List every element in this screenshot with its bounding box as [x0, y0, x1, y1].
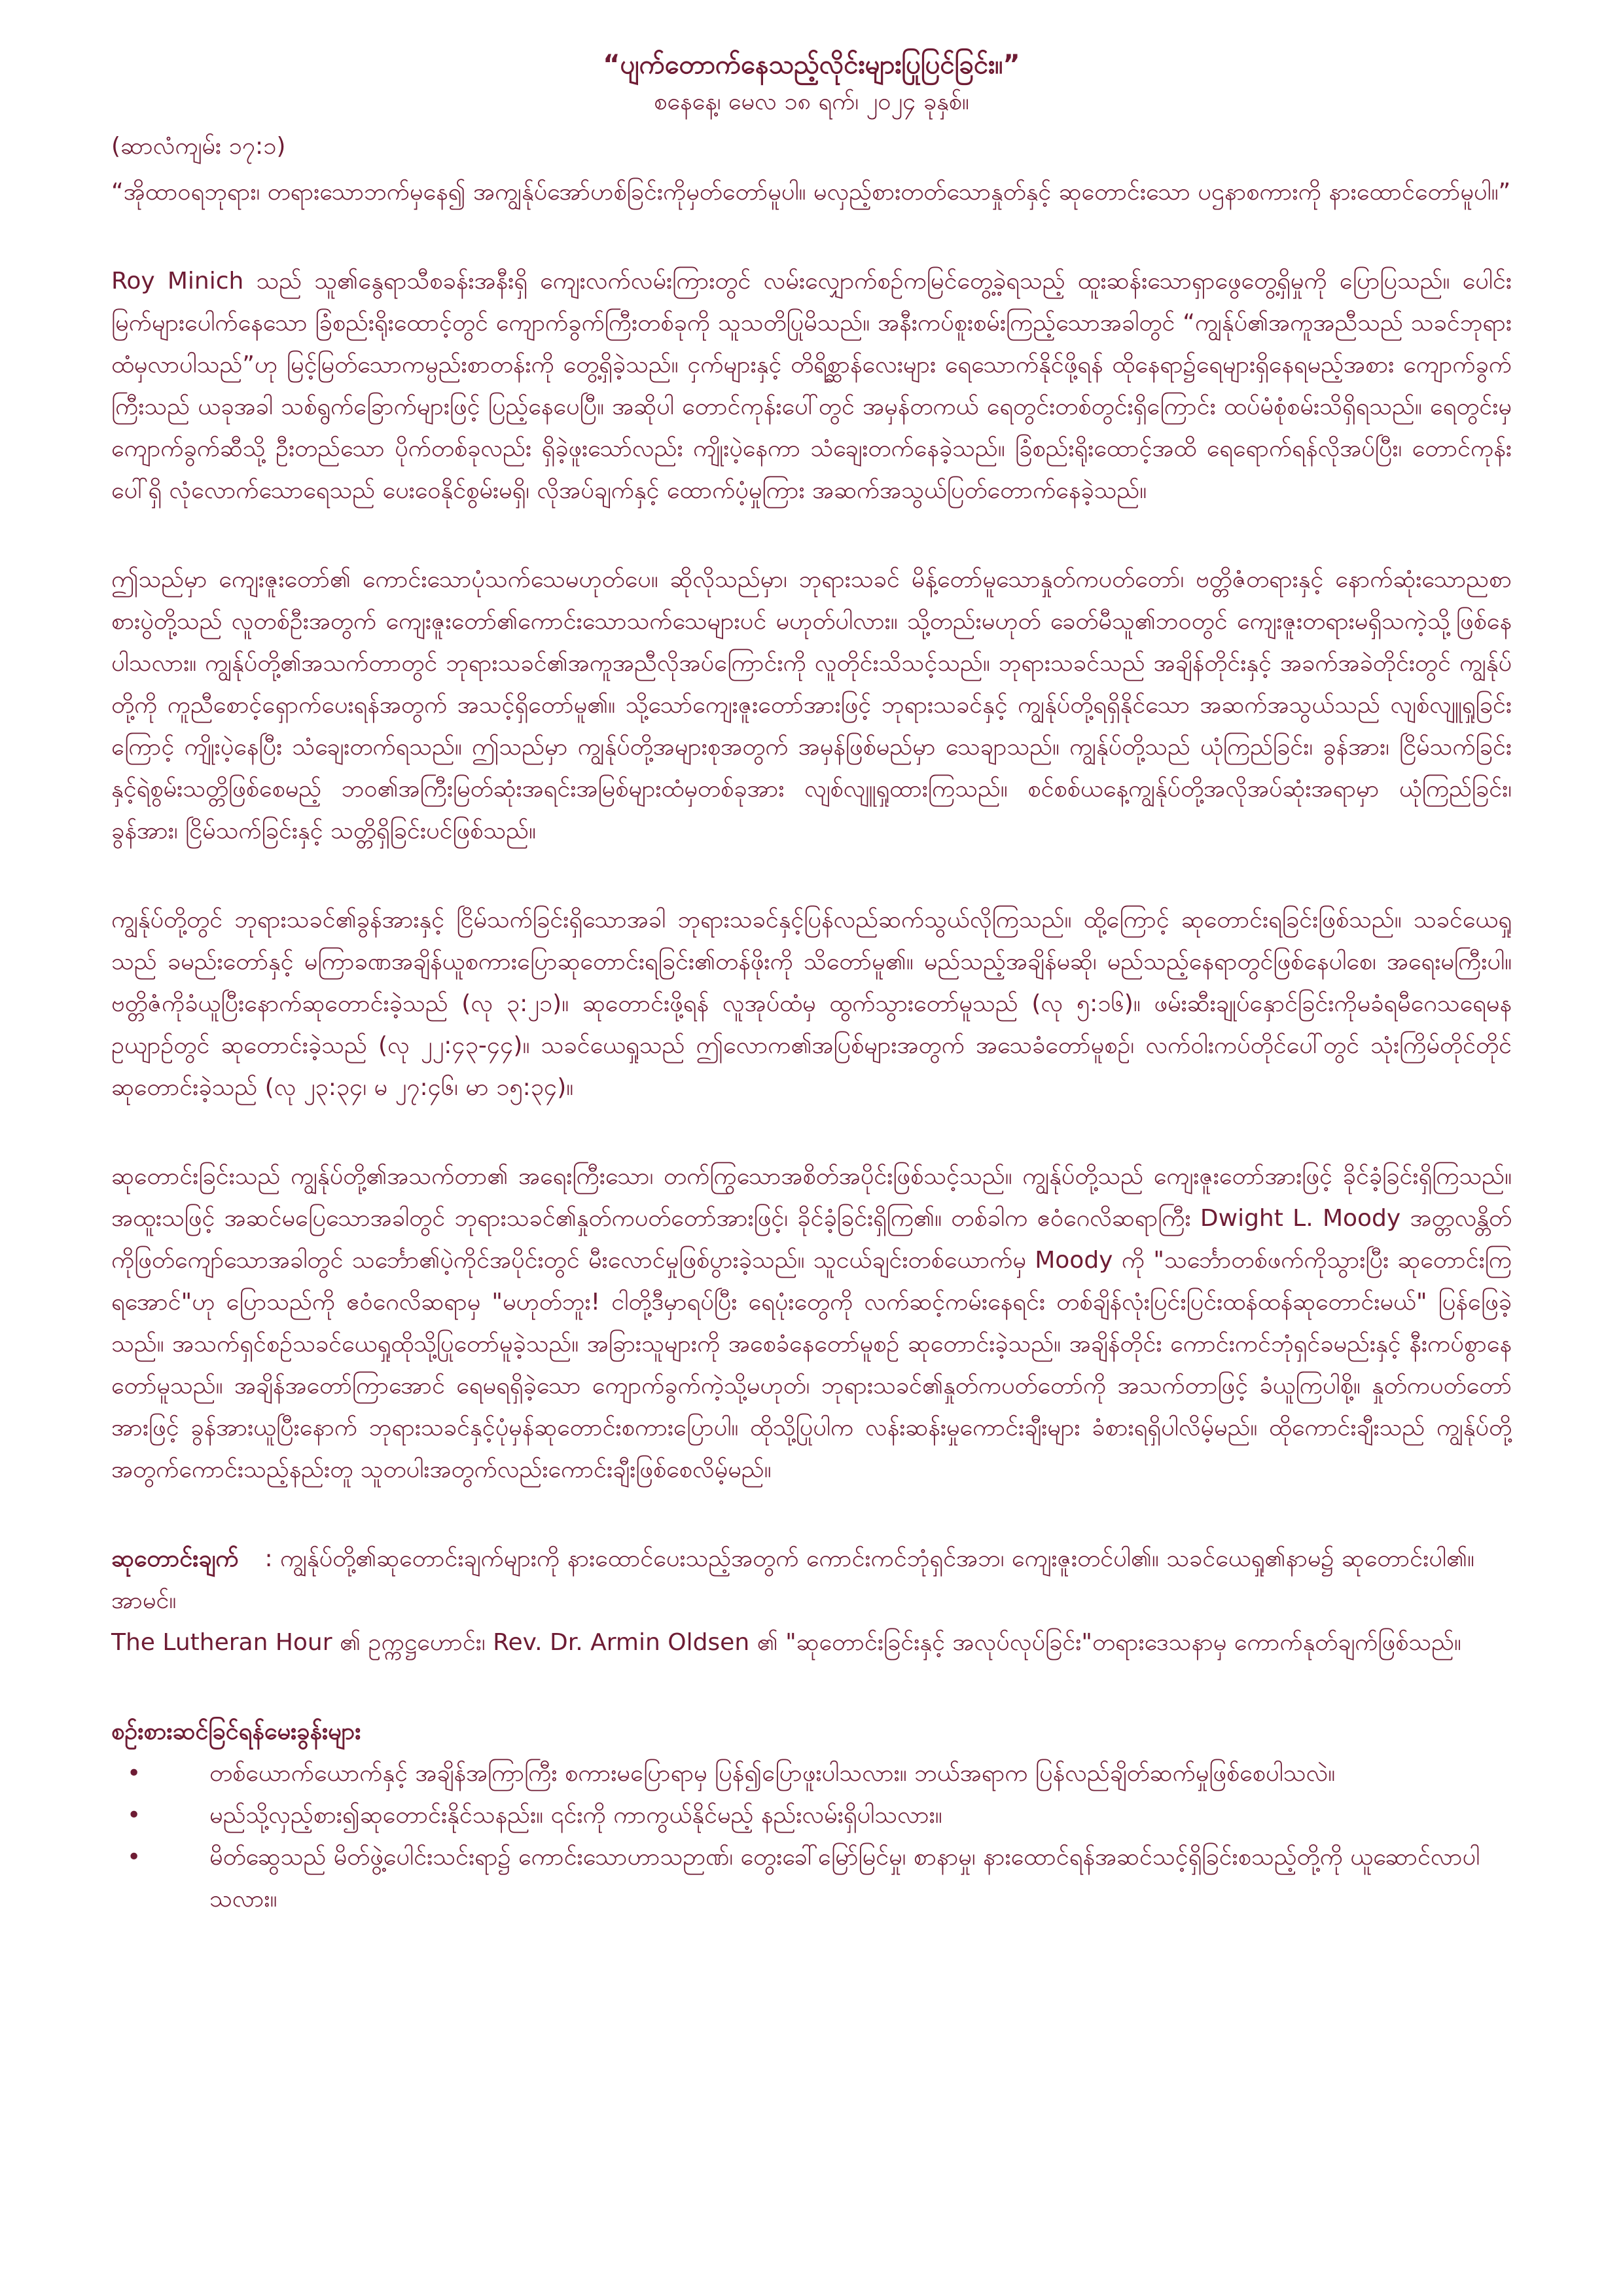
prayer-block	[111, 1538, 1512, 1622]
questions-list	[111, 1753, 1512, 1920]
body-paragraph-4: ဆုတောင်းခြင်းသည် ကျွန်ုပ်တို့၏အသက်တာ၏ အရေးကြီးသော၊ တက်ကြွသောအစိတ်အပိုင်းဖြစ်သင့်သည်။ ကျွန်ုပ်တို့သည် ကျေးဇူးတော်အားဖြင့် ခိုင်ခံ့ခြင်းရှိကြသည်။ အထူးသဖြင့် အဆင်မပြေသောအခါတွင် ဘုရားသခင်၏နှုတ်ကပတ်တော်အားဖြင့်၊ ခိုင်ခံ့ခြင်းရှိကြ၏။ တစ်ခါက ဧဝံဂေလိဆရာကြီး Dwight L. Moody အတ္တလန္တိတ်ကိုဖြတ်ကျော်သောအခါတွင် သင်္ဘော၏ပဲ့ကိုင်အပိုင်းတွင် မီးလောင်မှုဖြစ်ပွားခဲ့သည်။ သူငယ်ချင်းတစ်ယောက်မှ Moody ကို "သင်္ဘောတစ်ဖက်ကိုသွားပြီး ဆုတောင်းကြရအောင်"ဟု ပြောသည်ကို ဧဝံဂေလိဆရာမှ "မဟုတ်ဘူး! ငါတို့ဒီမှာရပ်ပြီး ရေပုံးတွေကို လက်ဆင့်ကမ်းနေရင်း တစ်ချိန်လုံးပြင်းပြင်းထန်ထန်ဆုတောင်းမယ်" ပြန်ဖြေခဲ့သည်။ အသက်ရှင်စဉ်သခင်ယေရှုထိုသို့ပြုတော်မူခဲ့သည်။ အခြားသူများကို အစေခံနေတော်မူစဉ် ဆုတောင်းခဲ့သည်။ အချိန်တိုင်း ကောင်းကင်ဘုံရှင်ခမည်းနှင့် နီးကပ်စွာနေတော်မူသည်။ အချိန်အတော်ကြာအောင် ရေမရရှိခဲ့သော ကျောက်ခွက်ကဲ့သို့မဟုတ်၊ ဘုရားသခင်၏နှုတ်ကပတ်တော်ကို အသက်တာဖြင့် ခံယူကြပါစို့။ နှုတ်ကပတ်တော်အားဖြင့် ခွန်အားယူပြီးနောက် ဘုရားသခင်နှင့်ပုံမှန်ဆုတောင်းစကားပြောပါ။ ထိုသို့ပြုပါက လန်းဆန်းမှုကောင်းချီးများ ခံစားရရှိပါလိမ့်မည်။ ထိုကောင်းချီးသည် ကျွန်ုပ်တို့အတွက်ကောင်းသည့်နည်းတူ သူတပါးအတွက်လည်းကောင်းချီးဖြစ်စေလိမ့်မည်။	[111, 1163, 1512, 1483]
prayer-text: : ကျွန်ုပ်တို့၏ဆုတောင်းချက်များကို နားထောင်ပေးသည့်အတွက် ကောင်းကင်ဘုံရှင်အဘ၊ ကျေးဇူးတင်ပါ၏။ သခင်ယေရှု၏နာမ၌ ဆုတောင်းပါ၏။ အာမင်။	[111, 1545, 1474, 1614]
question-text: မိတ်ဆွေသည် မိတ်ဖွဲ့ပေါင်းသင်းရာ၌ ကောင်းသောဟာသဉာဏ်၊ တွေးခေါ်မြော်မြင်မှု၊ စာနာမှု၊ နားထောင်ရန်အဆင်သင့်ရှိခြင်းစသည့်တို့ကို ယူဆောင်လာပါသလား။	[209, 1844, 1480, 1912]
document-title: “ပျက်တောက်နေသည့်လိုင်းများပြုပြင်ခြင်း။”	[603, 50, 1020, 80]
document-date: စနေနေ့၊ မေလ ၁၈ ရက်၊ ၂၀၂၄ ခုနှစ်။	[654, 88, 969, 115]
list-item	[111, 1753, 1512, 1795]
bullet-icon: •	[127, 1760, 141, 1787]
scripture-reference: (ဆာလံကျမ်း ၁၇:၁)	[111, 133, 286, 160]
body-paragraph-1: Roy Minich သည် သူ၏နွေရာသီစခန်းအနီးရှိ ကျေးလက်လမ်းကြားတွင် လမ်းလျှောက်စဉ်ကမြင်တွေ့ခဲ့ရသည့် ထူးဆန်းသောရှာဖွေတွေ့ရှိမှုကို ပြောပြသည်။ ပေါင်းမြက်များပေါက်နေသော ခြံစည်းရိုးထောင့်တွင် ကျောက်ခွက်ကြီးတစ်ခုကို သူသတိပြုမိသည်။ အနီးကပ်စူးစမ်းကြည့်သောအခါတွင် “ကျွန်ုပ်၏အကူအညီသည် သခင်ဘုရားထံမှလာပါသည်”ဟု မြင့်မြတ်သောကမ္ပည်းစာတန်းကို တွေ့ရှိခဲ့သည်။ ငှက်များနှင့် တိရိစ္ဆာန်လေးများ ရေသောက်နိုင်ဖို့ရန် ထိုနေရာ၌ရေများရှိနေရမည့်အစား ကျောက်ခွက်ကြီးသည် ယခုအခါ သစ်ရွက်ခြောက်များဖြင့် ပြည့်နေပေပြီ။ အဆိုပါ တောင်ကုန်းပေါ်တွင် အမှန်တကယ် ရေတွင်းတစ်တွင်းရှိကြောင်း ထပ်မံစုံစမ်းသိရှိရသည်။ ရေတွင်းမှကျောက်ခွက်ဆီသို့ ဦးတည်သော ပိုက်တစ်ခုလည်း ရှိခဲ့ဖူးသော်လည်း ကျိုးပဲ့နေကာ သံချေးတက်နေခဲ့သည်။ ခြံစည်းရိုးထောင့်အထိ ရေရောက်ရန်လိုအပ်ပြီး၊ တောင်ကုန်းပေါ်ရှိ လုံလောက်သောရေသည် ပေးဝေနိုင်စွမ်းမရှိ၊ လိုအပ်ချက်နှင့် ထောက်ပံ့မှုကြား အဆက်အသွယ်ပြတ်တောက်နေခဲ့သည်။	[111, 268, 1512, 504]
bullet-icon: •	[127, 1844, 141, 1871]
question-text: တစ်ယောက်ယောက်နှင့် အချိန်အကြာကြီး စကားမပြောရာမှ ပြန်၍ပြောဖူးပါသလား။ ဘယ်အရာက ပြန်လည်ချိတ်ဆက်မှုဖြစ်စေပါသလဲ။	[209, 1760, 1336, 1787]
prayer-label: ဆုတောင်းချက်	[111, 1545, 239, 1572]
list-item	[111, 1837, 1512, 1920]
source-attribution: The Lutheran Hour ၏ ဥက္ကဋ္ဌဟောင်း၊ Rev. Dr. Armin Oldsen ၏ "ဆုတောင်းခြင်းနှင့် အလုပ်လုပ်ခြင်း"တရားဒေသနာမှ ကောက်နုတ်ချက်ဖြစ်သည်။	[111, 1629, 1461, 1656]
questions-heading: စဉ်းစားဆင်ခြင်ရန်မေးခွန်းများ	[111, 1718, 361, 1745]
question-text: မည်သို့လှည့်စား၍ဆုတောင်းနိုင်သနည်း။ ၎င်းကို ကာကွယ်နိုင်မည့် နည်းလမ်းရှိပါသလား။	[209, 1802, 942, 1829]
list-item	[111, 1795, 1512, 1837]
bullet-icon: •	[127, 1802, 141, 1829]
body-paragraph-2: ဤသည်မှာ ကျေးဇူးတော်၏ ကောင်းသောပုံသက်သေမဟုတ်ပေ။ ဆိုလိုသည်မှာ၊ ဘုရားသခင် မိန့်တော်မူသောနှုတ်ကပတ်တော်၊ ဗတ္တိဇံတရားနှင့် နောက်ဆုံးသောညစာစားပွဲတို့သည် လူတစ်ဦးအတွက် ကျေးဇူးတော်၏ကောင်းသောသက်သေများပင် မဟုတ်ပါလား။ သို့တည်းမဟုတ် ခေတ်မီသူ၏ဘဝတွင် ကျေးဇူးတရားမရှိသကဲ့သို့ဖြစ်နေပါသလား။ ကျွန်ုပ်တို့၏အသက်တာတွင် ဘုရားသခင်၏အကူအညီလိုအပ်ကြောင်းကို လူတိုင်းသိသင့်သည်။ ဘုရားသခင်သည် အချိန်တိုင်းနှင့် အခက်အခဲတိုင်းတွင် ကျွန်ုပ်တို့ကို ကူညီစောင့်ရှောက်ပေးရန်အတွက် အသင့်ရှိတော်မူ၏။ သို့သော်ကျေးဇူးတော်အားဖြင့် ဘုရားသခင်နှင့် ကျွန်ုပ်တို့ရရှိနိုင်သော အဆက်အသွယ်သည် လျစ်လျူရှုခြင်းကြောင့် ကျိုးပဲ့နေပြီး သံချေးတက်ရသည်။ ဤသည်မှာ ကျွန်ုပ်တို့အများစုအတွက် အမှန်ဖြစ်မည်မှာ သေချာသည်။ ကျွန်ုပ်တို့သည် ယုံကြည်ခြင်း၊ ခွန်အား၊ ငြိမ်သက်ခြင်းနှင့်ရဲစွမ်းသတ္တိဖြစ်စေမည့် ဘဝ၏အကြီးမြတ်ဆုံးအရင်းအမြစ်များထံမှတစ်ခုအား လျစ်လျူရှုထားကြသည်။ စင်စစ်ယနေ့ကျွန်ုပ်တို့အလိုအပ်ဆုံးအရာမှာ ယုံကြည်ခြင်း၊ ခွန်အား၊ ငြိမ်သက်ခြင်းနှင့် သတ္တိရှိခြင်းပင်ဖြစ်သည်။	[111, 566, 1512, 844]
scripture-verse: “အိုထာဝရဘုရား၊ တရားသောဘက်မှနေ၍ အကျွန်ုပ်အော်ဟစ်ခြင်းကိုမှတ်တော်မူပါ။ မလှည့်စားတတ်သောနှုတ်နှင့် ဆုတောင်းသော ပဌနာစကားကို နားထောင်တော်မူပါ။”	[111, 179, 1511, 206]
body-paragraph-3: ကျွန်ုပ်တို့တွင် ဘုရားသခင်၏ခွန်အားနှင့် ငြိမ်သက်ခြင်းရှိသောအခါ ဘုရားသခင်နှင့်ပြန်လည်ဆက်သွယ်လိုကြသည်။ ထို့ကြောင့် ဆုတောင်းရခြင်းဖြစ်သည်။ သခင်ယေရှုသည် ခမည်းတော်နှင့် မကြာခဏအချိန်ယူစကားပြောဆုတောင်းရခြင်း၏တန်ဖိုးကို သိတော်မူ၏။ မည်သည့်အချိန်မဆို၊ မည်သည့်နေရာတွင်ဖြစ်နေပါစေ၊ အရေးမကြီးပါ။ ဗတ္တိဇံကိုခံယူပြီးနောက်ဆုတောင်းခဲ့သည် (လု ၃:၂၁)။ ဆုတောင်းဖို့ရန် လူအုပ်ထံမှ ထွက်သွားတော်မူသည် (လု ၅:၁၆)။ ဖမ်းဆီးချုပ်နှောင်ခြင်းကိုမခံရမီဂေသရေမနဥယျာဉ်တွင် ဆုတောင်းခဲ့သည် (လု ၂၂:၄၃-၄၄)။ သခင်ယေရှုသည် ဤလောက၏အပြစ်များအတွက် အသေခံတော်မူစဉ်၊ လက်ဝါးကပ်တိုင်ပေါ်တွင် သုံးကြိမ်တိုင်တိုင် ဆုတောင်းခဲ့သည် (လု ၂၃:၃၄၊ မ ၂၇:၄၆၊ မာ ၁၅:၃၄)။	[111, 906, 1512, 1101]
